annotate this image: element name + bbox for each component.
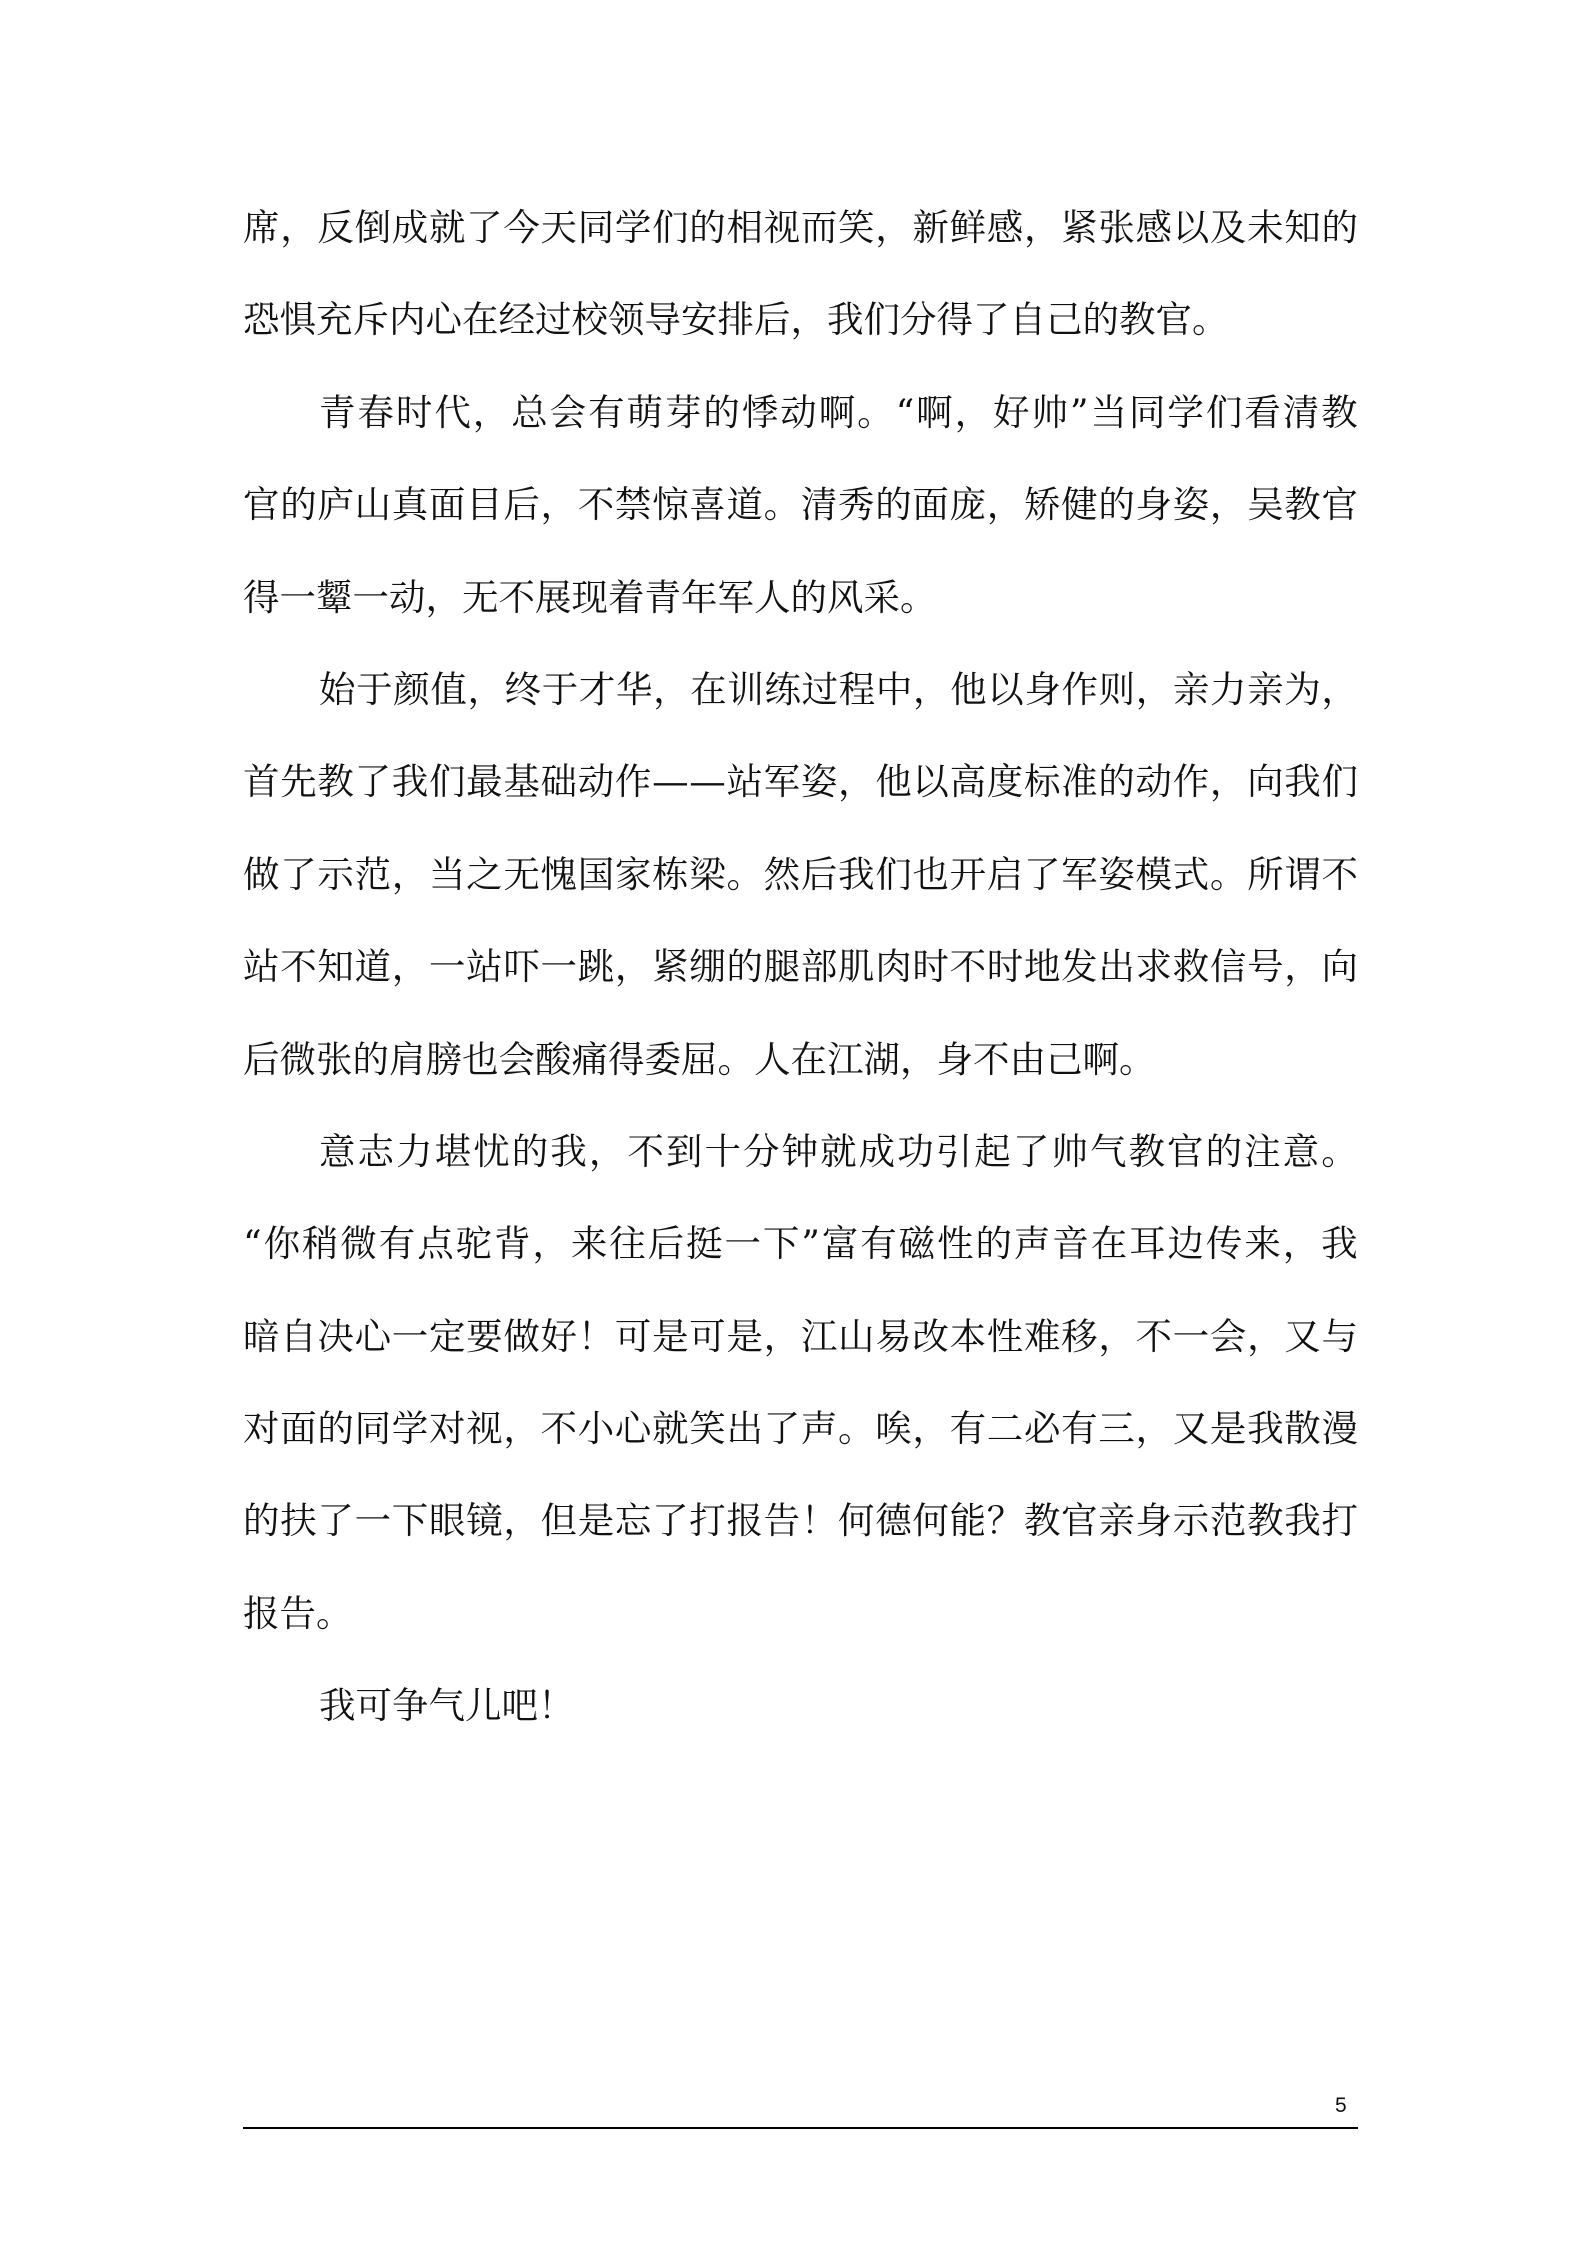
text-line: 站 不 知 道 ， 一 站 吓 一 跳 ， 紧 绷 的 腿 部 肌 肉 时 不 时 地 发 出 求 救 信 号 ， 向 xyxy=(243,945,1358,989)
text-line: 得一颦一动，无不展现着青年军人的风采。 xyxy=(243,575,937,619)
footer-rule xyxy=(243,2127,1358,2129)
text-line: 的 扶 了 一 下 眼 镜 ， 但 是 忘 了 打 报 告 ！ 何 德 何 能 ？ 教 官 亲 身 示 范 教 我 打 xyxy=(243,1499,1358,1543)
text-line: 对 面 的 同 学 对 视 ， 不 小 心 就 笑 出 了 声 。 唉 ， 有 二 必 有 三 ， 又 是 我 散 漫 xyxy=(243,1407,1358,1451)
page-body xyxy=(243,205,1358,1776)
text-line: 首 先 教 了 我 们 最 基 础 动 作 — — 站 军 姿 ， 他 以 高 度 标 准 的 动 作 ， 向 我 们 xyxy=(243,760,1358,804)
text-line: 做 了 示 范 ， 当 之 无 愧 国 家 栋 梁 。 然 后 我 们 也 开 启 了 军 姿 模 式 。 所 谓 不 xyxy=(243,852,1358,896)
text-line: 官 的 庐 山 真 面 目 后 ， 不 禁 惊 喜 道 。 清 秀 的 面 庞 ， 矫 健 的 身 姿 ， 吴 教 官 xyxy=(243,483,1358,527)
text-line: 恐惧充斥内心在经过校领导安排后，我们分得了自己的教官。 xyxy=(243,298,1229,342)
text-line: 意 志 力 堪 忧 的 我 ， 不 到 十 分 钟 就 成 功 引 起 了 帅 气 教 官 的 注 意 。 xyxy=(319,1129,1358,1173)
text-line: 席 ， 反 倒 成 就 了 今 天 同 学 们 的 相 视 而 笑 ， 新 鲜 感 ， 紧 张 感 以 及 未 知 的 xyxy=(243,206,1358,249)
page-number: 5 xyxy=(1335,2094,1347,2117)
text-line: 我可争气儿吧！ xyxy=(319,1684,575,1728)
text-line: 青 春 时 代 ， 总 会 有 萌 芽 的 悸 动 啊 。 “ 啊 ， 好 帅 ” 当 同 学 们 看 清 教 xyxy=(319,390,1358,434)
text-line: 报告。 xyxy=(243,1591,353,1635)
text-line: “ 你 稍 微 有 点 驼 背 ， 来 往 后 挺 一 下 ” 富 有 磁 性 的 声 音 在 耳 边 传 来 ， 我 xyxy=(243,1222,1358,1266)
text-line: 暗 自 决 心 一 定 要 做 好 ！ 可 是 可 是 ， 江 山 易 改 本 性 难 移 ， 不 一 会 ， 又 与 xyxy=(243,1314,1358,1358)
text-line: 始 于 颜 值 ， 终 于 才 华 ， 在 训 练 过 程 中 ， 他 以 身 作 则 ， 亲 力 亲 为 ， xyxy=(319,667,1358,711)
text-line: 后微张的肩膀也会酸痛得委屈。人在江湖，身不由己啊。 xyxy=(243,1037,1156,1081)
